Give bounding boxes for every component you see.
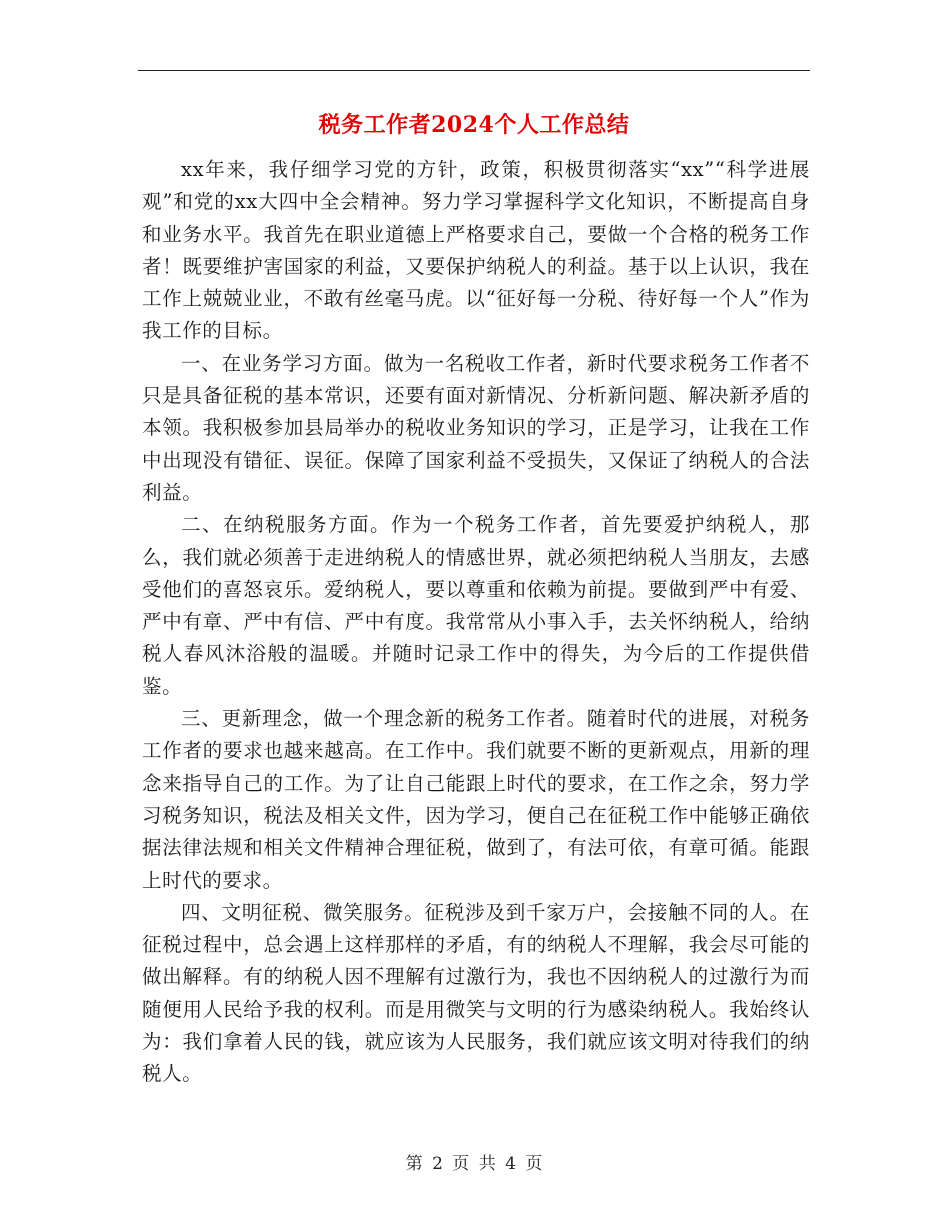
page-footer: 第 2 页 共 4 页 bbox=[405, 1154, 545, 1174]
paragraph-intro: xx年来，我仔细学习党的方针，政策，积极贯彻落实“xx”“科学进展观”和党的xx大四中全会精神。努力学习掌握科学文化知识，不断提高自身和业务水平。我首先在职业道德上严格要求自己，要做一个合格的税务工作者！既要维护害国家的利益，又要保护纳税人的利益。基于以上认识，我在工作上兢兢业业，不敢有丝毫马虎。以“征好每一分税、待好每一个人”作为我工作的目标。 bbox=[142, 158, 810, 343]
paragraph-section-4: 四、文明征税、微笑服务。征税涉及到千家万户，会接触不同的人。在征税过程中，总会遇上这样那样的矛盾，有的纳税人不理解，我会尽可能的做出解释。有的纳税人因不理解有过激行为，我也不因纳税人的过激行为而随便用人民给予我的权利。而是用微笑与文明的行为感染纳税人。我始终认为：我们拿着人民的钱，就应该为人民服务，我们就应该文明对待我们的纳税人。 bbox=[142, 900, 810, 1086]
paragraph-section-2: 二、在纳税服务方面。作为一个税务工作者，首先要爱护纳税人，那么，我们就必须善于走进纳税人的情感世界，就必须把纳税人当朋友，去感受他们的喜怒哀乐。爱纳税人，要以尊重和依赖为前提。要做到严中有爱、严中有章、严中有信、严中有度。我常常从小事入手，去关怀纳税人，给纳税人春风沐浴般的温暖。并随时记录工作中的得失，为今后的工作提供借鉴。 bbox=[142, 513, 810, 698]
document-body bbox=[142, 154, 810, 1091]
header-rule bbox=[138, 70, 810, 71]
document-title: 税务工作者2024个人工作总结 bbox=[318, 112, 630, 138]
paragraph-section-3: 三、更新理念，做一个理念新的税务工作者。随着时代的进展，对税务工作者的要求也越来越高。在工作中。我们就要不断的更新观点，用新的理念来指导自己的工作。为了让自己能跟上时代的要求，在工作之余，努力学习税务知识，税法及相关文件，因为学习，便自己在征税工作中能够正确依据法律法规和相关文件精神合理征税，做到了，有法可依，有章可循。能跟上时代的要求。 bbox=[142, 707, 810, 892]
paragraph-section-1: 一、在业务学习方面。做为一名税收工作者，新时代要求税务工作者不只是具备征税的基本常识，还要有面对新情况、分析新问题、解决新矛盾的本领。我积极参加县局举办的税收业务知识的学习，正是学习，让我在工作中出现没有错征、误征。保障了国家利益不受损失，又保证了纳税人的合法利益。 bbox=[142, 351, 810, 504]
